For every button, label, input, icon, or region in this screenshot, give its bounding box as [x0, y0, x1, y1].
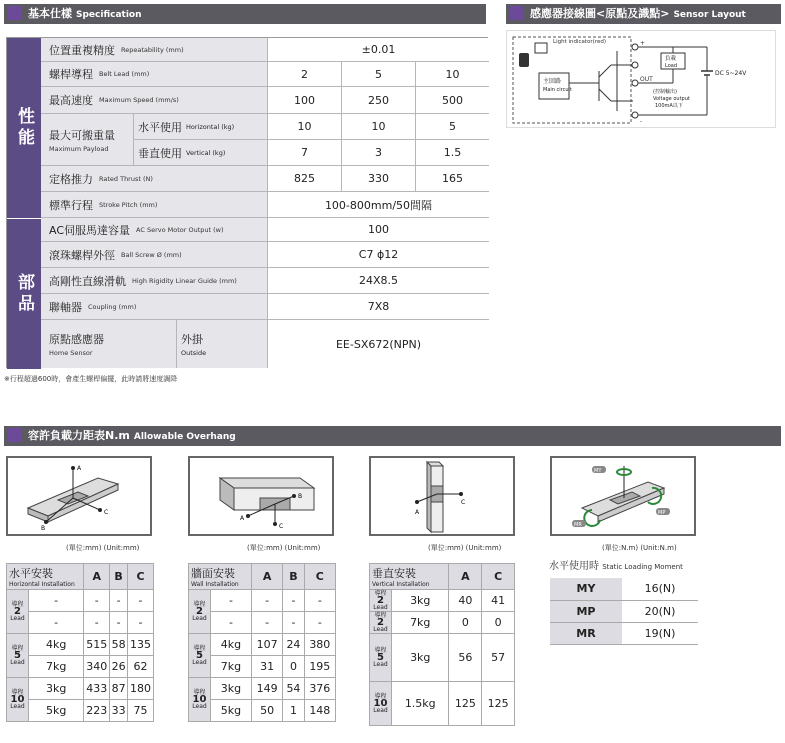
col-b: B	[110, 564, 128, 590]
moment-svg	[552, 458, 694, 534]
lead-word: Lead	[192, 615, 207, 622]
cell: 135	[127, 634, 153, 656]
lead-cell	[370, 682, 392, 726]
lead-zh: 導程	[374, 647, 387, 654]
label-a: A	[77, 465, 82, 472]
group-performance-label: 性能	[14, 107, 34, 149]
horizontal-title	[7, 564, 84, 590]
lead-cell	[370, 590, 392, 612]
cell: -	[304, 590, 335, 612]
label-zh: 高剛性直線滑軌	[49, 274, 126, 288]
lead-cell	[370, 634, 392, 682]
lead-value: 2	[14, 606, 21, 617]
cell: -	[211, 590, 252, 612]
lead-word: Lead	[192, 703, 207, 710]
cell: 54	[283, 678, 304, 700]
label-my: MY	[594, 468, 602, 474]
spec-value: 100	[267, 87, 341, 114]
cell: 57	[482, 634, 515, 682]
vertical-table	[369, 563, 515, 726]
cell: -	[29, 590, 84, 612]
unit-label: (單位:N.m) (Unit:N.m)	[602, 544, 677, 552]
spec-header-en: Specification	[76, 10, 142, 20]
spec-value: 165	[415, 166, 489, 192]
title-zh: 水平安裝	[9, 567, 53, 580]
lead-value: 5	[377, 652, 384, 663]
stroke-note: ※行程超過600時，會產生螺桿偏擺，此時請將速度調降	[4, 375, 178, 383]
cell: 41	[482, 590, 515, 612]
unit-label: (單位:mm) (Unit:mm)	[428, 544, 502, 552]
cell: 3kg	[211, 678, 252, 700]
col-c: C	[482, 564, 515, 590]
out-terminal: OUT	[640, 76, 653, 83]
cell: 58	[110, 634, 128, 656]
lead-zh: 導程	[11, 645, 24, 652]
lead-cell	[7, 634, 29, 678]
label-mp: MP	[658, 510, 666, 516]
cell: 1	[283, 700, 304, 722]
horizontal-svg	[8, 458, 150, 534]
vertical-title	[370, 564, 449, 590]
title-zh: 牆面安裝	[191, 567, 235, 580]
cell: 515	[84, 634, 110, 656]
cell: 380	[304, 634, 335, 656]
cell: 180	[127, 678, 153, 700]
title-zh: 垂直安裝	[372, 567, 416, 580]
sensor-header	[506, 4, 781, 24]
label-en: Stroke Pitch (mm)	[99, 200, 158, 209]
lead-cell	[7, 678, 29, 722]
lead-value: 5	[14, 650, 21, 661]
vertical-svg	[371, 458, 513, 534]
lead-value: 2	[377, 595, 384, 606]
lead-value: 10	[192, 694, 207, 705]
title-en: Vertical Installation	[372, 581, 430, 588]
cell: 107	[251, 634, 282, 656]
spec-row-label	[41, 38, 267, 62]
spec-value: 250	[341, 87, 415, 114]
cell: 24	[283, 634, 304, 656]
cell: 223	[84, 700, 110, 722]
label-en: Belt Lead (mm)	[99, 70, 150, 78]
moment-value: 16(N)	[622, 578, 698, 600]
cell: 50	[251, 700, 282, 722]
lead-zh: 導程	[193, 645, 206, 652]
spec-value: 5	[341, 62, 415, 87]
spec-row-label	[41, 268, 267, 294]
label-en: Coupling (mm)	[88, 302, 137, 311]
lead-value: 10	[10, 694, 25, 705]
spec-value: 100	[267, 218, 489, 242]
label-en: Horizontal (kg)	[186, 122, 235, 131]
moment-table	[550, 578, 698, 645]
cell: 195	[304, 656, 335, 678]
cell: 7kg	[392, 612, 449, 634]
lead-cell	[189, 634, 211, 678]
wall-table	[188, 563, 336, 722]
label-zh: 原點感應器	[49, 333, 104, 346]
label-zh: 最大可搬重量	[49, 128, 115, 142]
col-a: A	[84, 564, 110, 590]
label-en: Rated Thrust (N)	[99, 174, 153, 183]
moment-key: MP	[550, 600, 622, 622]
load-en: Load	[665, 63, 677, 69]
col-a: A	[449, 564, 482, 590]
minus-terminal: -	[640, 118, 643, 125]
label-en: Vertical (kg)	[186, 148, 226, 157]
label-zh: 位置重複精度	[49, 43, 115, 57]
cell: 125	[449, 682, 482, 726]
spec-row-label	[41, 218, 267, 242]
label-zh: 最高速度	[49, 94, 93, 107]
moment-key: MY	[550, 578, 622, 600]
spec-header-zh: 基本仕樣	[28, 7, 72, 20]
cell: 40	[449, 590, 482, 612]
lead-word: Lead	[10, 703, 25, 710]
spec-table	[6, 37, 488, 368]
cell: 148	[304, 700, 335, 722]
header-marker	[8, 428, 22, 442]
lead-zh: 導程	[11, 689, 24, 696]
cell: 1.5kg	[392, 682, 449, 726]
spec-value: EE-SX672(NPN)	[267, 320, 489, 368]
lead-cell	[7, 590, 29, 634]
cell: 7kg	[211, 656, 252, 678]
lead-zh: 導程	[11, 601, 24, 608]
cell: -	[251, 612, 282, 634]
group-parts-label: 部品	[14, 273, 34, 315]
cell: 5kg	[211, 700, 252, 722]
col-a: A	[251, 564, 282, 590]
sensor-wiring-diagram	[506, 30, 776, 128]
spec-row-label	[41, 192, 267, 218]
title-zh: 水平使用時	[549, 561, 599, 572]
current-limit: 100mA以下	[655, 103, 683, 109]
spec-sub-label	[176, 320, 267, 368]
cell: -	[304, 612, 335, 634]
cell: -	[84, 612, 110, 634]
cell: 433	[84, 678, 110, 700]
label-a: A	[415, 509, 420, 516]
cell: 0	[482, 612, 515, 634]
label-c: C	[104, 509, 109, 516]
cell: -	[84, 590, 110, 612]
cell: 4kg	[211, 634, 252, 656]
vertical-diagram	[369, 456, 515, 536]
moment-value: 20(N)	[622, 600, 698, 622]
label-b: B	[41, 525, 46, 532]
spec-value: 7	[267, 140, 341, 166]
cell: 3kg	[392, 590, 449, 612]
label-zh: 聯軸器	[49, 300, 82, 314]
overhang-header-en: Allowable Overhang	[133, 432, 236, 442]
label-c: C	[461, 499, 466, 506]
label-zh: 水平使用	[138, 120, 182, 134]
lead-word: Lead	[373, 707, 388, 714]
label-zh: AC伺服馬達容量	[49, 223, 131, 237]
unit-label: (單位:mm) (Unit:mm)	[247, 544, 321, 552]
lead-cell	[189, 590, 211, 634]
cell: -	[283, 590, 304, 612]
spec-row-label	[41, 242, 267, 268]
lead-word: Lead	[10, 659, 25, 666]
spec-value: 24X8.5	[267, 268, 489, 294]
spec-value: 2	[267, 62, 341, 87]
cell: 3kg	[392, 634, 449, 682]
title-en: Wall Installation	[191, 581, 239, 588]
spec-value: 825	[267, 166, 341, 192]
overhang-header-zh: 容許負載力距表N.m	[28, 429, 130, 442]
lead-value: 10	[373, 698, 388, 709]
load-zh: 負載	[665, 56, 677, 62]
col-c: C	[127, 564, 153, 590]
label-zh: 定格推力	[49, 172, 93, 186]
horizontal-table	[6, 563, 154, 722]
lead-word: Lead	[373, 626, 388, 633]
spec-value: C7 ϕ12	[267, 242, 489, 268]
cell: 3kg	[29, 678, 84, 700]
cell: -	[110, 590, 128, 612]
spec-sub-label	[133, 140, 267, 166]
lead-word: Lead	[373, 604, 388, 611]
spec-value: 330	[341, 166, 415, 192]
label-en: Home Sensor	[49, 349, 93, 357]
label-zh: 滾珠螺桿外徑	[49, 248, 115, 262]
wall-diagram	[188, 456, 334, 536]
spec-sub-label	[133, 114, 267, 140]
spec-value: 5	[415, 114, 489, 140]
label-en: Maximum Payload	[49, 144, 109, 153]
label-zh: 外掛	[181, 333, 203, 346]
label-zh: 螺桿導程	[49, 68, 93, 81]
label-mr: MR	[574, 522, 582, 528]
spec-value: ±0.01	[267, 38, 489, 62]
lead-word: Lead	[10, 615, 25, 622]
col-b: B	[283, 564, 304, 590]
label-en: Outside	[181, 349, 207, 357]
lead-cell	[370, 612, 392, 634]
cell: -	[211, 612, 252, 634]
lead-value: 5	[196, 650, 203, 661]
cell: -	[127, 612, 153, 634]
spec-value: 10	[341, 114, 415, 140]
spec-value: 500	[415, 87, 489, 114]
lead-word: Lead	[192, 659, 207, 666]
cell: 33	[110, 700, 128, 722]
main-circuit-zh: 主回路	[543, 78, 562, 85]
moment-key: MR	[550, 622, 622, 644]
cell: 340	[84, 656, 110, 678]
lead-zh: 導程	[193, 689, 206, 696]
label-en: AC Servo Motor Output (w)	[136, 225, 224, 234]
moment-diagram	[550, 456, 696, 536]
cell: -	[127, 590, 153, 612]
wiring-svg	[507, 31, 777, 129]
cell: 31	[251, 656, 282, 678]
horizontal-diagram	[6, 456, 152, 536]
lead-cell	[189, 678, 211, 722]
lead-zh: 導程	[374, 693, 387, 700]
light-indicator-label: Light indicator(red)	[553, 39, 606, 45]
cell: -	[29, 612, 84, 634]
lead-word: Lead	[373, 661, 388, 668]
spec-value: 10	[267, 114, 341, 140]
header-marker	[510, 6, 524, 20]
voltage-zh: (控制輸出)	[653, 89, 677, 95]
cell: -	[283, 612, 304, 634]
cell: 0	[283, 656, 304, 678]
group-parts	[7, 218, 41, 369]
spec-row-label	[41, 294, 267, 320]
plus-terminal: +	[640, 40, 646, 47]
label-en: Maximum Speed (mm/s)	[99, 96, 179, 104]
label-a: A	[240, 515, 245, 522]
spec-value: 7X8	[267, 294, 489, 320]
cell: 0	[449, 612, 482, 634]
dc-supply-label: DC 5~24V	[715, 70, 747, 77]
label-zh: 垂直使用	[138, 146, 182, 160]
moment-value: 19(N)	[622, 622, 698, 644]
spec-row-label	[41, 166, 267, 192]
header-marker	[8, 6, 22, 20]
label-b: B	[298, 493, 303, 500]
sensor-header-en: Sensor Layout	[673, 10, 746, 20]
cell: 125	[482, 682, 515, 726]
unit-label: (單位:mm) (Unit:mm)	[66, 544, 140, 552]
spec-value: 1.5	[415, 140, 489, 166]
led-icon	[519, 53, 529, 67]
cell: 376	[304, 678, 335, 700]
spec-header	[4, 4, 486, 24]
spec-value: 100-800mm/50間隔	[267, 192, 489, 218]
main-circuit-en: Main circuit	[543, 87, 572, 93]
label-en: Repeatability (mm)	[121, 45, 184, 54]
moment-title	[549, 557, 683, 572]
title-en: Horizontal Installation	[9, 581, 75, 588]
lead-zh: 導程	[374, 590, 387, 597]
cell: 62	[127, 656, 153, 678]
lead-zh: 導程	[374, 612, 387, 619]
label-en: High Rigidity Linear Guide (mm)	[132, 276, 237, 285]
spec-row-label	[41, 320, 176, 368]
col-c: C	[304, 564, 335, 590]
cell: 75	[127, 700, 153, 722]
cell: 7kg	[29, 656, 84, 678]
wall-title	[189, 564, 252, 590]
sensor-header-zh: 感應器接線圖<原點及識點>	[530, 7, 670, 20]
lead-zh: 導程	[193, 601, 206, 608]
cell: 87	[110, 678, 128, 700]
cell: 26	[110, 656, 128, 678]
cell: -	[110, 612, 128, 634]
overhang-header	[4, 426, 781, 446]
spec-row-label	[41, 62, 267, 87]
cell: -	[251, 590, 282, 612]
spec-value: 3	[341, 140, 415, 166]
label-en: Ball Screw Ø (mm)	[121, 250, 182, 259]
cell: 4kg	[29, 634, 84, 656]
label-zh: 標準行程	[49, 198, 93, 212]
label-c: C	[279, 523, 284, 530]
spec-value: 10	[415, 62, 489, 87]
lead-value: 2	[377, 617, 384, 628]
voltage-en: Voltage output	[653, 96, 690, 102]
group-performance	[7, 38, 41, 218]
lead-value: 2	[196, 606, 203, 617]
spec-row-label	[41, 87, 267, 114]
title-en: Static Loading Moment	[602, 563, 683, 571]
spec-row-label	[41, 114, 133, 166]
cell: 5kg	[29, 700, 84, 722]
wall-svg	[190, 458, 332, 534]
cell: 56	[449, 634, 482, 682]
cell: 149	[251, 678, 282, 700]
